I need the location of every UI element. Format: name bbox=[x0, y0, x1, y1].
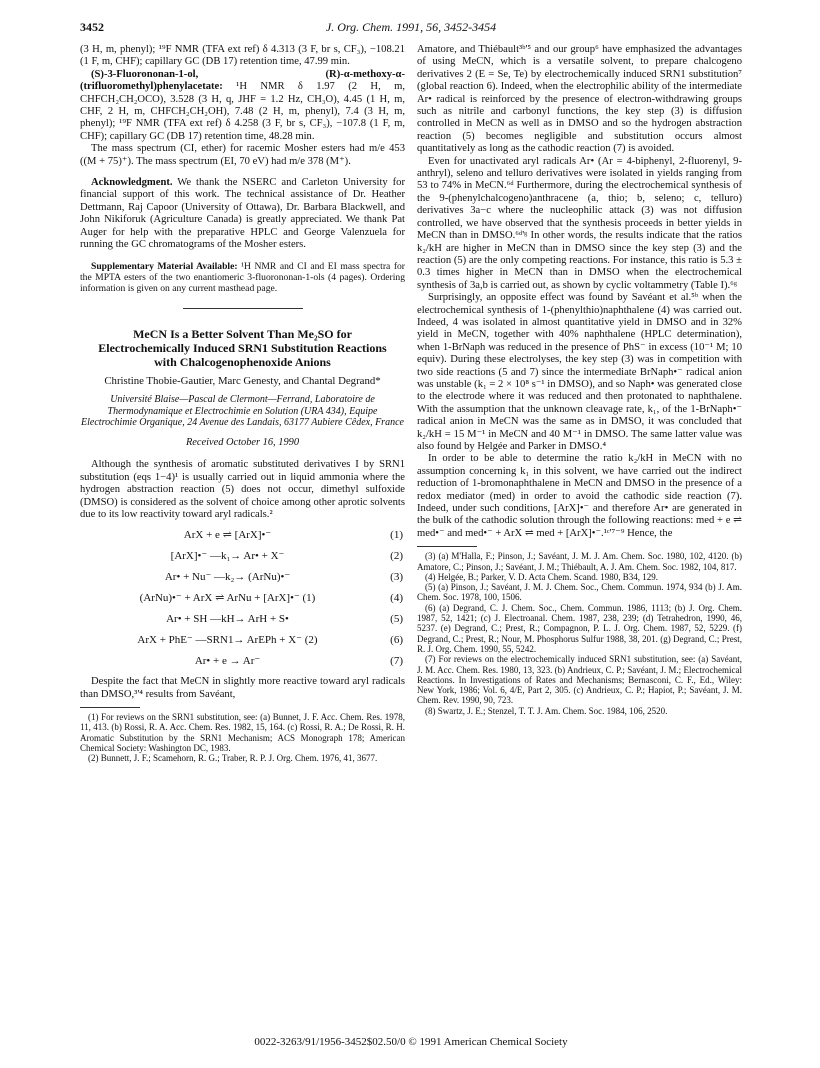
equation-expression: ArX + e ⇌ [ArX]•⁻ bbox=[183, 529, 272, 542]
equation-expression: [ArX]•⁻ —k₁→ Ar• + X⁻ bbox=[170, 550, 285, 563]
body-paragraph: Surprisingly, an opposite effect was found by Savéant et al.⁵ᵇ when the electrochemical synthesis of 1-(phenylthio)naphthalene (4) was carried out. Indeed, 4 was isolated in almost quantitative yield in DMSO and in 32% yield in MeCN, together with 40% naphthalene (HPLC determination), when 1-BrNaph was reduced in the presence of PhS⁻ in excess (10⁻¹ M; 10 equiv). During these electrolyses, the key step (3) was in competition with two side reactions (5 and 7) since the intermediate BrNaph•⁻ radical anion was unstable (k₁ = 2 × 10⁸ s⁻¹ in DMSO), and so Naph• was generated close to the electrode where it was reduced and then protonated to naphthalene. With the assumption that the unknown cleavage rate, k₁, of the 1-BrNaph•⁻ radical anion in MeCN was the same as in DMSO, it was concluded that k₂/kH = 15 M⁻¹ in MeCN and 40 M⁻¹ in DMSO. The same latter value was also found by Helgée and Parker in DMSO.⁴ bbox=[417, 292, 742, 452]
equation bbox=[80, 546, 405, 567]
equation-expression: (ArNu)•⁻ + ArX ⇌ ArNu + [ArX]•⁻ (1) bbox=[139, 592, 316, 605]
author-affiliation: Université Blaise—Pascal de Clermont—Ferrand, Laboratoire de Thermodynamique et Electrochimie en Solution (URA 434), Equipe Electrochimie Organique, 24 Avenue des Landais, 63177 Aubiere Cêdex, France bbox=[81, 394, 404, 429]
equation bbox=[80, 630, 405, 651]
footnote: (7) For reviews on the electrochemically induced SRN1 substitution, see: (a) Savéant, J. M. Acc. Chem. Res. 1980, 13, 323. (b) Andrieux, C. P.; Savéant, J. M.; Electrochemical Reactions. In Investigations of Rates and Mechanisms; Bernasconi, C. F., Ed., Wiley: New York, 1986; Vol. 6, 4/E, Part 2, 305. (c) Andrieux, C. P.; Hapiot, P.; Savéant, J. M. Chem. Rev. 1990, 90, 723. bbox=[417, 654, 742, 706]
body-paragraph: In order to be able to determine the ratio k₂/kH in MeCN with no assumption concerning k₁ in this solvent, we have carried out the indirect reduction of 1-bromonaphthalene in MeCN and DMSO in the presence of a redox mediator (med) in order to avoid the cathodic side reaction (7). Indeed, under such conditions, [ArX]•⁻ and therefore Ar• are generated in the bulk of the cathodic solution through the following reactions: med + e ⇌ med•⁻ and med•⁻ + ArX ⇌ med + [ArX]•⁻.¹ᶜ'⁷⁻⁹ Hence, the bbox=[417, 453, 742, 539]
mass-spectrum-paragraph: The mass spectrum (CI, ether) for racemic Mosher esters had m/e 453 ((M + 75)⁺). The mass spectrum (EI, 70 eV) had m/e 378 (M⁺). bbox=[80, 143, 405, 167]
equation-number: (3) bbox=[390, 571, 403, 584]
footnote: (6) (a) Degrand, C. J. Chem. Soc., Chem. Commun. 1986, 1113; (b) J. Org. Chem. 1987, 52, 1421; (c) J. Electroanal. Chem. 1987, 238, 239; (d) Tetrahedron, 1990, 46, 5237. (e) Degrand, C.; Prest, R.; Compagnon, P. L. J. Org. Chem. 1987, 52, 5229. (f) Degrand, C.; Prest, R.; Nour, M. Phosphorus Sulfur 1988, 38, 201. (g) Degrand, C.; Prest, R. J. Org. Chem. 1990, 55, 5242. bbox=[417, 602, 742, 654]
equation-number: (4) bbox=[390, 592, 403, 605]
acknowledgment bbox=[80, 177, 405, 251]
right-column bbox=[417, 44, 742, 716]
compound-data: ¹H NMR δ 1.97 (2 H, m, CHFCH₂CH₂OCO), 3.528 (3 H, q, JHF = 1.2 Hz, CH₃O), 4.45 (1 H, m, CHF, 2 H, m, CHFCH₂CH₂OH), 7.48 (2 H, m, phenyl), 7.4 (3 H, m, phenyl); ¹⁹F NMR (TFA ext ref) δ 4.258 (3 F, br s, CF₃), −107.8 (1 F, m, CHF); capillary GC (DB 17) retention time, 48.28 min. bbox=[80, 81, 405, 142]
intro-paragraph: Although the synthesis of aromatic substituted derivatives I by SRN1 substitution (eqs 1−4)¹ is usually carried out in liquid ammonia where the hydrogen abstraction reaction (5) does not occur, dimethyl sulfoxide (DMSO) is considered as the solvent of choice among other aprotic solvents due to its low reactivity toward aryl radicals.² bbox=[80, 459, 405, 520]
footnote: (1) For reviews on the SRN1 substitution, see: (a) Bunnet, J. F. Acc. Chem. Res. 1978, 11, 413. (b) Rossi, R. A. Acc. Chem. Res. 1982, 15, 164. (c) Rossi, R. A.; De Rossi, R. H. Aromatic Substitution by the SRN1 Mechanism; ACS Monograph 178; American Chemical Society: Washington DC, 1983. bbox=[80, 712, 405, 754]
footnote-divider bbox=[80, 707, 140, 708]
footnote: (2) Bunnett, J. F.; Scamehorn, R. G.; Traber, R. P. J. Org. Chem. 1976, 41, 3677. bbox=[88, 753, 378, 764]
body-paragraph: Even for unactivated aryl radicals Ar• (Ar = 4-biphenyl, 2-fluorenyl, 9-anthryl), seleno and telluro derivatives were isolated in yields ranging from 53 to 74% in MeCN.⁶ᵈ Furthermore, during the electrochemical synthesis of the 9-(phenylchalcogeno)anthracene (a, thio; b, seleno; c, telluro) derivatives 3a−c where the nucleophilic attack (3) was not diffusion controlled, we have observed that the synthesis proceeds in better yields in MeCN than in DMSO.⁶ᵈ'ᵍ In other words, the results indicate that the ratios k₂/kH are higher in MeCN than in DMSO since the key step (3) and the reaction (5) are the only competing reactions. For instance, this ratio is 5.3 ± 0.3 times higher in MeCN than in DMSO when the electrochemical synthesis of 3a,b is carried out, as shown by cyclic voltammetry (Table I).⁶ᵍ bbox=[417, 155, 742, 291]
equation-number: (2) bbox=[390, 550, 403, 563]
equation-expression: Ar• + Nu⁻ —k₂→ (ArNu)•⁻ bbox=[164, 571, 291, 584]
equation bbox=[80, 525, 405, 546]
running-header bbox=[80, 20, 742, 36]
supplementary-text: ¹H NMR and CI and EI mass spectra for the MPTA esters of the two enantiomeric 3-fluorononan-1-ols (4 pages). Ordering information is given on any current masthead page. bbox=[80, 260, 406, 294]
page-number: 3452 bbox=[80, 20, 104, 34]
footnote: (5) (a) Pinson, J.; Savéant, J. M. J. Chem. Soc., Chem. Commun. 1974, 934 (b) J. Am. Chem. Soc. 1978, 100, 1506. bbox=[417, 582, 742, 603]
equation bbox=[80, 609, 405, 630]
left-column bbox=[80, 44, 405, 764]
equation-list bbox=[80, 525, 405, 672]
equation-number: (1) bbox=[390, 529, 403, 542]
received-date: Received October 16, 1990 bbox=[185, 436, 300, 448]
experimental-continuation: (3 H, m, phenyl); ¹⁹F NMR (TFA ext ref) δ 4.313 (3 F, br s, CF₃), −108.21 (1 F, m, CHF); capillary GC (DB 17) retention time, 47.99 min. bbox=[80, 44, 405, 68]
article-authors: Christine Thobie-Gautier, Marc Genesty, and Chantal Degrand* bbox=[104, 375, 381, 388]
acknowledgment-label: Acknowledgment. bbox=[91, 177, 173, 189]
equation bbox=[80, 651, 405, 672]
compound-name: (S)-3-Fluorononan-1-ol, (R)-α-methoxy-α-(trifluoromethyl)phenylacetate: bbox=[80, 68, 405, 93]
footnote: (4) Helgée, B.; Parker, V. D. Acta Chem. Scand. 1980, B34, 129. bbox=[425, 571, 659, 582]
article-title: MeCN Is a Better Solvent Than Me₂SO for Electrochemically Induced SRN1 Substitution Reactions with Chalcogenophenoxide Anions bbox=[98, 327, 387, 370]
body-paragraph: Despite the fact that MeCN in slightly more reactive toward aryl radicals than DMSO,³'⁴ results from Savéant, bbox=[80, 676, 405, 700]
footnote-divider bbox=[417, 546, 477, 547]
equation bbox=[80, 588, 405, 609]
equation-expression: ArX + PhE⁻ —SRN1→ ArEPh + X⁻ (2) bbox=[137, 634, 318, 647]
section-divider bbox=[183, 308, 303, 309]
equation-expression: Ar• + e → Ar⁻ bbox=[194, 655, 261, 668]
journal-citation: J. Org. Chem. 1991, 56, 3452-3454 bbox=[325, 20, 497, 34]
equation bbox=[80, 567, 405, 588]
equation-number: (5) bbox=[390, 613, 403, 626]
compound-entry bbox=[80, 69, 405, 143]
acknowledgment-text: We thank the NSERC and Carleton University for financial support of this work. The technical assistance of Dr. Heather Dettmann, Raj Capoor (University of Ottawa), Dr. Barbara Blackwell, and John Nikiforuk (Agriculture Canada) is greatly appreciated. We thank Pat Auger for help with the preparative HPLC and George Valenzuela for running the GC chromatograms of the Mosher esters. bbox=[80, 177, 405, 251]
equation-number: (7) bbox=[390, 655, 403, 668]
page-footer: 0022-3263/91/1956-3452$02.50/0 © 1991 American Chemical Society bbox=[254, 1036, 568, 1048]
equation-number: (6) bbox=[390, 634, 403, 647]
footnote: (8) Swartz, J. E.; Stenzel, T. T. J. Am. Chem. Soc. 1984, 106, 2520. bbox=[425, 705, 668, 716]
supplementary-label: Supplementary Material Available: bbox=[91, 260, 238, 272]
footnote: (3) (a) M'Halla, F.; Pinson, J.; Savéant, J. M. J. Am. Chem. Soc. 1980, 102, 4120. (b) Amatore, C.; Pinson, J.; Savéant, J. M.; Thiébault, A. J. Am. Chem. Soc. 1982, 104, 817. bbox=[417, 551, 742, 572]
supplementary-material bbox=[80, 261, 405, 295]
body-paragraph: Amatore, and Thiébault³ᵇ'⁵ and our group⁶ have emphasized the advantages of using MeCN, which is a versatile solvent, to prepare chalcogeno derivatives 2 (E = Se, Te) by electrochemically induced SRN1 substitution⁷ (global reaction 6). Indeed, when the electrophilic ability of the intermediate Ar• radical is reinforced by the presence of electron-withdrawing groups such as nitrile and carbonyl functions, the key step (3) is diffusion controlled in MeCN as well as in DMSO and so the hydrogen abstraction reaction (5) becomes negligible and substitution occurs almost quantitatively as long as the cathodic reaction (7) is avoided. bbox=[417, 44, 742, 155]
equation-expression: Ar• + SH —kH→ ArH + S• bbox=[166, 613, 289, 626]
